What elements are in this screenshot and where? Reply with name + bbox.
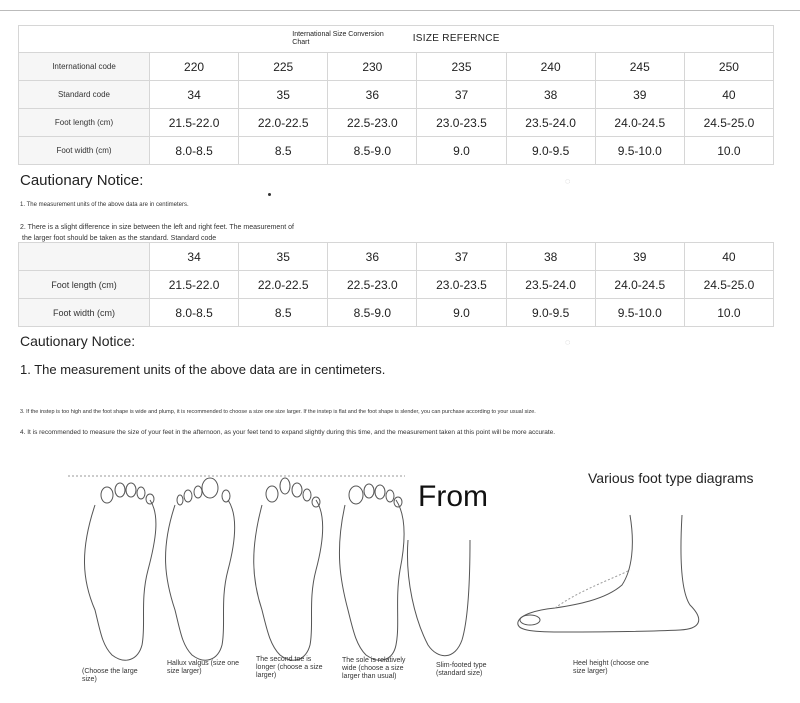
table-cell: 9.0-9.5 bbox=[506, 137, 595, 165]
size-reference-table bbox=[18, 25, 774, 165]
table-cell: 250 bbox=[684, 53, 773, 81]
table-cell: 23.5-24.0 bbox=[506, 271, 595, 299]
watermark-icon: ◌ bbox=[565, 337, 571, 347]
table-cell: 21.5-22.0 bbox=[150, 271, 239, 299]
foot-illustration bbox=[84, 483, 155, 660]
table-cell: 22.5-23.0 bbox=[328, 271, 417, 299]
cautionary-notice-title-2: Cautionary Notice: bbox=[20, 333, 136, 349]
notice-line-3: 3. If the instep is too high and the foot shape is wide and plump, it is recommended to choose a size one size larger. If the instep is flat and the foot shape is slender, you can purchase according to your usual size. bbox=[20, 409, 536, 415]
table-cell: 8.5-9.0 bbox=[328, 137, 417, 165]
table-cell: 230 bbox=[328, 53, 417, 81]
foot-illustration bbox=[407, 540, 470, 656]
foot-illustration bbox=[254, 478, 323, 660]
table-cell: 8.0-8.5 bbox=[150, 137, 239, 165]
table-cell: 9.5-10.0 bbox=[595, 299, 684, 327]
table-cell: 9.0 bbox=[417, 299, 506, 327]
cautionary-notice-title: Cautionary Notice: bbox=[20, 172, 144, 189]
table-cell: 35 bbox=[239, 81, 328, 109]
foot-caption: The sole is relatively wide (choose a size larger than usual) bbox=[342, 657, 406, 680]
table-row bbox=[19, 137, 774, 165]
table-cell: 225 bbox=[239, 53, 328, 81]
row-label bbox=[19, 243, 150, 271]
notice-line-1: 1. The measurement units of the above data are in centimeters. bbox=[20, 202, 189, 208]
row-label: Foot width (cm) bbox=[19, 299, 150, 327]
table-cell: 24.5-25.0 bbox=[684, 271, 773, 299]
table-cell: 24.5-25.0 bbox=[684, 109, 773, 137]
watermark-icon: ◌ bbox=[565, 176, 571, 186]
table-cell: 9.5-10.0 bbox=[595, 137, 684, 165]
table-cell: 36 bbox=[328, 81, 417, 109]
table-cell: 40 bbox=[684, 243, 773, 271]
table-cell: 9.0 bbox=[417, 137, 506, 165]
table-row bbox=[19, 271, 774, 299]
row-label: Foot length (cm) bbox=[19, 271, 150, 299]
table-cell: 22.0-22.5 bbox=[239, 109, 328, 137]
table-cell: 240 bbox=[506, 53, 595, 81]
table-cell: 34 bbox=[150, 243, 239, 271]
table-cell: 40 bbox=[684, 81, 773, 109]
foot-illustration bbox=[166, 478, 235, 660]
foot-caption: Slim-footed type (standard size) bbox=[436, 662, 487, 677]
table-cell: 9.0-9.5 bbox=[506, 299, 595, 327]
table-cell: 24.0-24.5 bbox=[595, 109, 684, 137]
table-cell: 235 bbox=[417, 53, 506, 81]
table-cell: 35 bbox=[239, 243, 328, 271]
table-cell: 220 bbox=[150, 53, 239, 81]
table-cell: 39 bbox=[595, 81, 684, 109]
standard-code-table bbox=[18, 242, 774, 327]
table-cell: 38 bbox=[506, 243, 595, 271]
from-label: From bbox=[418, 480, 488, 513]
table-cell: 8.5 bbox=[239, 137, 328, 165]
table-cell: 22.0-22.5 bbox=[239, 271, 328, 299]
table-cell: 8.5-9.0 bbox=[328, 299, 417, 327]
table-row bbox=[19, 299, 774, 327]
table-cell: 8.5 bbox=[239, 299, 328, 327]
notice-line-1-large: 1. The measurement units of the above data are in centimeters. bbox=[20, 362, 386, 377]
table-cell: 23.0-23.5 bbox=[417, 109, 506, 137]
table-cell: 36 bbox=[328, 243, 417, 271]
table-cell: 10.0 bbox=[684, 137, 773, 165]
table-cell: 38 bbox=[506, 81, 595, 109]
row-label: Standard code bbox=[19, 81, 150, 109]
table-cell: 24.0-24.5 bbox=[595, 271, 684, 299]
foot-caption: Heel height (choose one size larger) bbox=[573, 660, 649, 675]
table-header-row bbox=[19, 26, 774, 53]
table-cell: 23.5-24.0 bbox=[506, 109, 595, 137]
stray-dot bbox=[268, 193, 271, 196]
foot-illustration bbox=[339, 484, 404, 660]
table-cell: 21.5-22.0 bbox=[150, 109, 239, 137]
top-divider bbox=[0, 0, 800, 11]
table-cell: 10.0 bbox=[684, 299, 773, 327]
row-label: International code bbox=[19, 53, 150, 81]
table-cell: 34 bbox=[150, 81, 239, 109]
notice-line-2b: the larger foot should be taken as the standard. Standard code bbox=[22, 235, 217, 242]
table-cell: 39 bbox=[595, 243, 684, 271]
table-cell: 245 bbox=[595, 53, 684, 81]
table-cell: 8.0-8.5 bbox=[150, 299, 239, 327]
table-row bbox=[19, 243, 774, 271]
row-label: Foot length (cm) bbox=[19, 109, 150, 137]
foot-illustration bbox=[518, 515, 699, 632]
foot-caption: The second toe is longer (choose a size larger) bbox=[256, 656, 323, 679]
chart-title: ISIZE REFERNCE bbox=[412, 33, 500, 45]
foot-types-title: Various foot type diagrams bbox=[588, 470, 754, 486]
chart-subtitle: International Size Conversion Chart bbox=[292, 30, 384, 46]
table-cell: 22.5-23.0 bbox=[328, 109, 417, 137]
foot-caption: (Choose the large size) bbox=[82, 668, 138, 683]
row-label: Foot width (cm) bbox=[19, 137, 150, 165]
notice-line-2a: 2. There is a slight difference in size between the left and right feet. The measurement of bbox=[20, 224, 294, 231]
table-cell: 23.0-23.5 bbox=[417, 271, 506, 299]
table-cell: 37 bbox=[417, 243, 506, 271]
table-row bbox=[19, 81, 774, 109]
foot-caption: Hallux valgus (size one size larger) bbox=[167, 660, 239, 675]
table-row bbox=[19, 53, 774, 81]
table-cell: 37 bbox=[417, 81, 506, 109]
table-row bbox=[19, 109, 774, 137]
notice-line-4: 4. It is recommended to measure the size of your feet in the afternoon, as your feet tend to expand slightly during this time, and the measurement taken at this point will be more accurate. bbox=[20, 429, 556, 436]
